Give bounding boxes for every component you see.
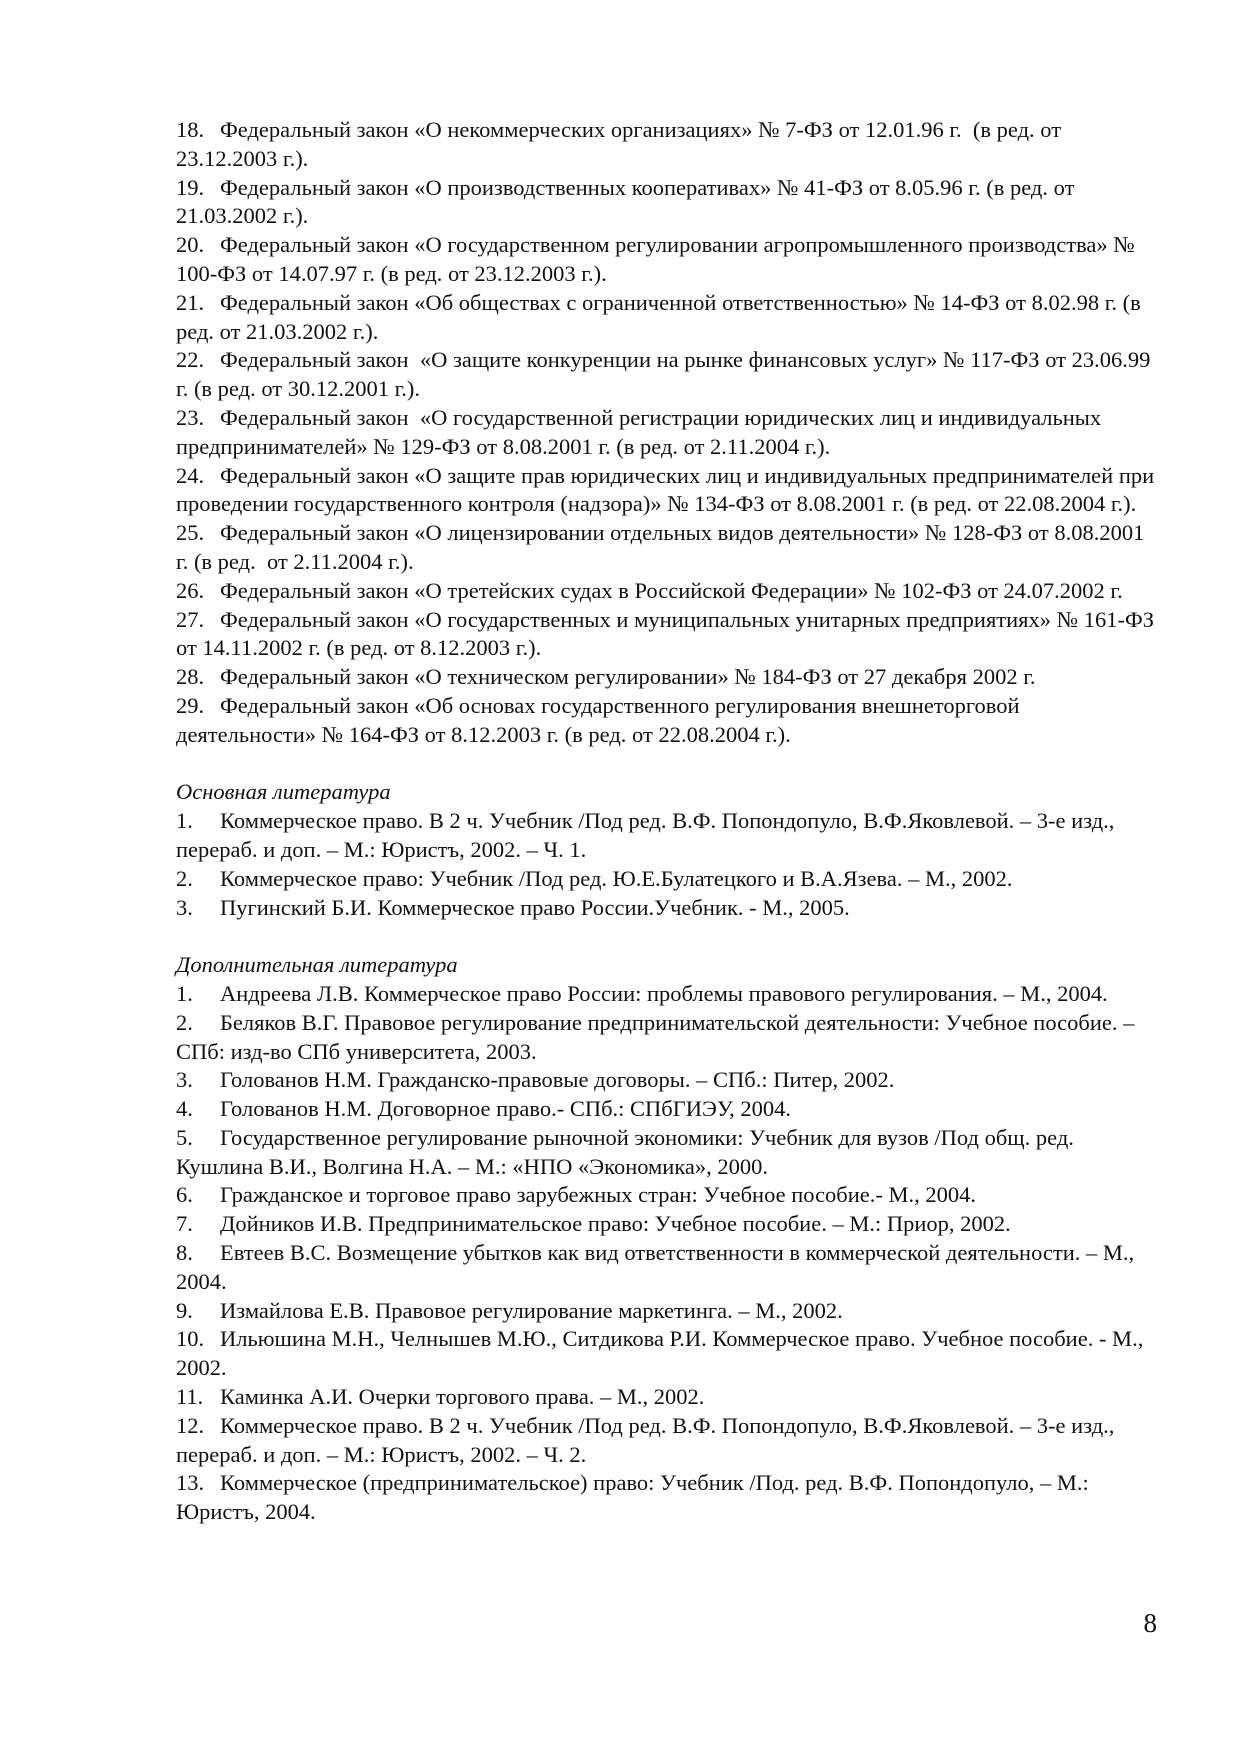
entry-text: Федеральный закон «О государственном регулировании агропромышленного производства» № 100-ФЗ от 14.07.97 г. (в ред. от 23.12.2003 г.). bbox=[176, 232, 1141, 286]
entry-text: Федеральный закон «О государственных и муниципальных унитарных предприятиях» № 161-ФЗ от 14.11.2002 г. (в ред. от 8.12.2003 г.). bbox=[176, 606, 1160, 661]
entry-number: 24. bbox=[176, 462, 205, 488]
entry-text: Федеральный закон «Об обществах с ограниченной ответственностью» № 14-ФЗ от 8.02.98 г. (в ред. от 21.03.2002 г.). bbox=[176, 289, 1147, 344]
literature-entry bbox=[176, 865, 1156, 894]
entry-number: 20. bbox=[176, 232, 205, 258]
entry-text: Измайлова Е.В. Правовое регулирование маркетинга. – М., 2002. bbox=[220, 1297, 843, 1323]
entry-number: 9. bbox=[176, 1297, 193, 1323]
entry-number: 23. bbox=[176, 404, 205, 430]
entry-text: Гражданское и торговое право зарубежных стран: Учебное пособие.- М., 2004. bbox=[220, 1182, 977, 1208]
entry-text: Федеральный закон «О некоммерческих организациях» № 7-ФЗ от 12.01.96 г. (в ред. от 23.12.2003 г.). bbox=[176, 117, 1067, 171]
law-entry bbox=[176, 174, 1156, 232]
literature-entry bbox=[176, 1181, 1156, 1210]
law-entry bbox=[176, 663, 1156, 692]
law-entry bbox=[176, 231, 1156, 289]
entry-number: 22. bbox=[176, 347, 205, 373]
laws-list bbox=[176, 116, 1160, 750]
entry-text: Федеральный закон «О третейских судах в Российской Федерации» № 102-ФЗ от 24.07.2002 г. bbox=[220, 577, 1123, 603]
entry-text: Федеральный закон «О лицензировании отдельных видов деятельности» № 128-ФЗ от 8.08.2001 г. (в ред. от 2.11.2004 г.). bbox=[176, 520, 1150, 574]
entry-number: 13. bbox=[176, 1470, 205, 1496]
entry-number: 11. bbox=[176, 1384, 204, 1410]
page-number: 8 bbox=[1143, 1608, 1157, 1638]
entry-text: Беляков В.Г. Правовое регулирование предпринимательской деятельности: Учебное пособие. – СПб: изд-во СПб университета, 2003. bbox=[176, 1009, 1140, 1064]
entry-number: 18. bbox=[176, 117, 205, 142]
literature-entry bbox=[176, 1095, 1156, 1124]
entry-number: 29. bbox=[176, 692, 205, 718]
law-entry bbox=[176, 519, 1156, 577]
entry-text: Коммерческое право. В 2 ч. Учебник /Под ред. В.Ф. Попондопуло, В.Ф.Яковлевой. – 3-е изд., перераб. и доп. – М.: Юристъ, 2002. – Ч. 1. bbox=[176, 808, 1121, 862]
literature-entry bbox=[176, 1412, 1156, 1470]
literature-entry bbox=[176, 1124, 1156, 1182]
law-entry bbox=[176, 404, 1156, 462]
entry-text: Коммерческое (предпринимательское) право: Учебник /Под. ред. В.Ф. Попондопуло, – М.: Юристъ, 2004. bbox=[176, 1470, 1095, 1525]
literature-entry bbox=[176, 807, 1156, 865]
main-literature-heading: Основная литература bbox=[176, 779, 391, 805]
entry-number: 19. bbox=[176, 174, 205, 200]
entry-text: Коммерческое право. В 2 ч. Учебник /Под ред. В.Ф. Попондопуло, В.Ф.Яковлевой. – 3-е изд., перераб. и доп. – М.: Юристъ, 2002. – Ч. 2. bbox=[176, 1412, 1121, 1467]
entry-text: Федеральный закон «О защите конкуренции на рынке финансовых услуг» № 117-ФЗ от 23.06.99 г. (в ред. от 30.12.2001 г.). bbox=[176, 347, 1156, 402]
entry-text: Пугинский Б.И. Коммерческое право России.Учебник. - М., 2005. bbox=[220, 894, 850, 920]
document-page bbox=[176, 116, 1160, 1527]
additional-literature-heading: Дополнительная литература bbox=[176, 952, 458, 978]
literature-entry bbox=[176, 1239, 1156, 1297]
law-entry bbox=[176, 606, 1160, 664]
entry-number: 5. bbox=[176, 1124, 193, 1150]
law-entry bbox=[176, 462, 1160, 520]
law-entry bbox=[176, 692, 1156, 750]
literature-entry bbox=[176, 1066, 1156, 1095]
main-literature-section bbox=[176, 778, 1156, 922]
literature-entry bbox=[176, 1009, 1156, 1067]
literature-entry bbox=[176, 1325, 1156, 1383]
literature-entry bbox=[176, 1210, 1156, 1239]
entry-number: 3. bbox=[176, 894, 193, 920]
section-spacer bbox=[176, 750, 1156, 779]
entry-number: 25. bbox=[176, 520, 205, 546]
law-entry bbox=[176, 289, 1156, 347]
entry-number: 4. bbox=[176, 1096, 193, 1122]
literature-entry bbox=[176, 1297, 1156, 1326]
entry-number: 1. bbox=[176, 980, 193, 1006]
entry-number: 10. bbox=[176, 1326, 205, 1352]
entry-number: 26. bbox=[176, 577, 205, 603]
entry-text: Федеральный закон «О защите прав юридических лиц и индивидуальных предпринимателей при проведении государственного контроля (надзора)» № 134-ФЗ от 8.08.2001 г. (в ред. от 22.08.2004 г.). bbox=[176, 462, 1160, 517]
entry-text: Голованов Н.М. Гражданско-правовые договоры. – СПб.: Питер, 2002. bbox=[220, 1067, 895, 1093]
entry-number: 3. bbox=[176, 1067, 193, 1093]
entry-number: 28. bbox=[176, 664, 205, 690]
entry-number: 7. bbox=[176, 1211, 193, 1237]
entry-text: Евтеев В.С. Возмещение убытков как вид ответственности в коммерческой деятельности. – М., 2004. bbox=[176, 1240, 1140, 1294]
entry-text: Федеральный закон «О техническом регулировании» № 184-ФЗ от 27 декабря 2002 г. bbox=[220, 664, 1036, 690]
entry-text: Коммерческое право: Учебник /Под ред. Ю.Е.Булатецкого и В.А.Язева. – М., 2002. bbox=[220, 865, 1013, 891]
entry-number: 8. bbox=[176, 1240, 193, 1266]
entry-text: Голованов Н.М. Договорное право.- СПб.: СПбГИЭУ, 2004. bbox=[220, 1096, 792, 1122]
entry-number: 2. bbox=[176, 865, 193, 891]
entry-text: Ильюшина М.Н., Челнышев М.Ю., Ситдикова Р.И. Коммерческое право. Учебное пособие. - М., 2002. bbox=[176, 1326, 1149, 1381]
entry-text: Дойников И.В. Предпринимательское право: Учебное пособие. – М.: Приор, 2002. bbox=[220, 1211, 1011, 1237]
section-spacer bbox=[176, 922, 1156, 951]
law-entry bbox=[176, 577, 1156, 606]
literature-entry bbox=[176, 1383, 1156, 1412]
entry-number: 6. bbox=[176, 1182, 193, 1208]
entry-text: Государственное регулирование рыночной экономики: Учебник для вузов /Под общ. ред. Кушлина В.И., Волгина Н.А. – М.: «НПО «Экономика», 2000. bbox=[176, 1124, 1080, 1179]
literature-entry bbox=[176, 894, 1156, 923]
entry-text: Каминка А.И. Очерки торгового права. – М., 2002. bbox=[220, 1384, 705, 1410]
law-entry bbox=[176, 346, 1156, 404]
entry-text: Федеральный закон «О государственной регистрации юридических лиц и индивидуальных предпринимателей» № 129-ФЗ от 8.08.2001 г. (в ред. от 2.11.2004 г.). bbox=[176, 404, 1107, 459]
entry-text: Андреева Л.В. Коммерческое право России: проблемы правового регулирования. – М., 2004. bbox=[220, 980, 1108, 1006]
entry-number: 21. bbox=[176, 289, 205, 315]
entry-text: Федеральный закон «Об основах государственного регулирования внешнеторговой деятельности» № 164-ФЗ от 8.12.2003 г. (в ред. от 22.08.2004 г.). bbox=[176, 692, 1026, 747]
law-entry bbox=[176, 116, 1156, 174]
entry-number: 1. bbox=[176, 808, 193, 834]
entry-text: Федеральный закон «О производственных кооперативах» № 41-ФЗ от 8.05.96 г. (в ред. от 21.03.2002 г.). bbox=[176, 174, 1081, 229]
literature-entry bbox=[176, 1469, 1156, 1527]
entry-number: 12. bbox=[176, 1412, 205, 1438]
entry-number: 27. bbox=[176, 606, 205, 632]
literature-entry bbox=[176, 980, 1156, 1009]
additional-literature-section bbox=[176, 951, 1156, 1527]
entry-number: 2. bbox=[176, 1009, 193, 1035]
